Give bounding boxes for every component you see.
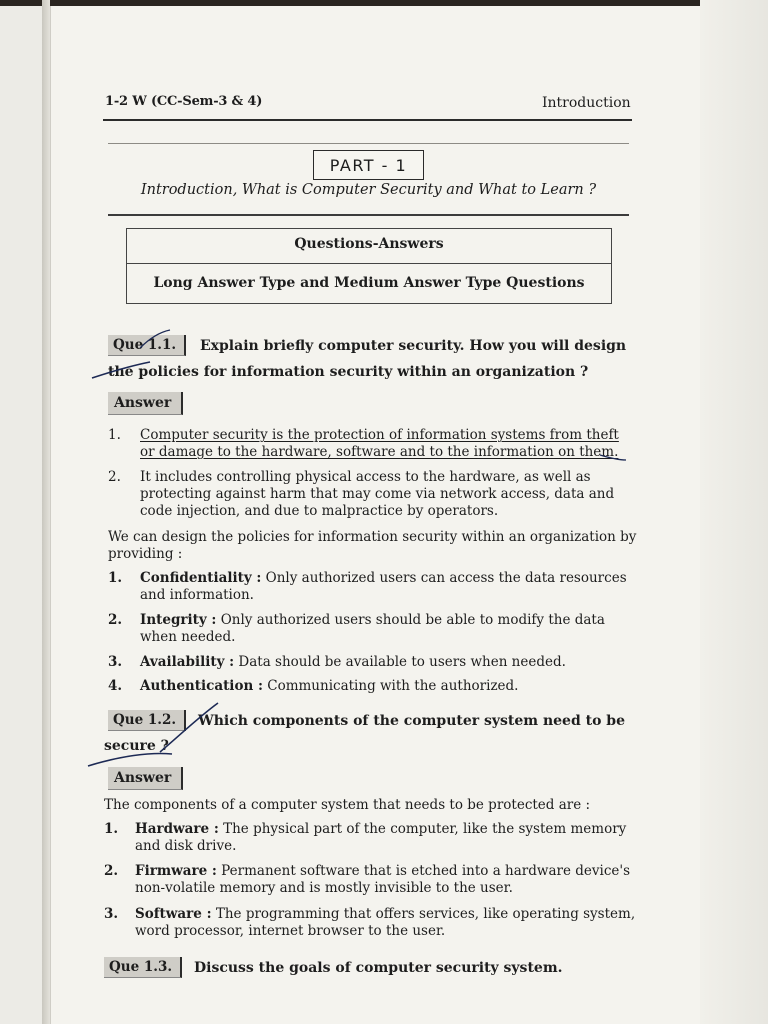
- header-rule: [103, 119, 632, 121]
- component-firmware-line-1: [135, 863, 630, 880]
- component-text: The physical part of the computer, like the system memory: [223, 821, 627, 837]
- component-text: Permanent software that is etched into a hardware device's: [221, 863, 631, 879]
- policy-confidentiality-line-1: [140, 570, 627, 587]
- component-software-line-2: word processor, internet browser to the user.: [135, 923, 446, 939]
- answer-1-1-point-2-line-1: It includes controlling physical access to the hardware, as well as: [140, 469, 591, 485]
- answer-1-1-point-number: 1.: [108, 427, 121, 443]
- qa-box-divider: [126, 263, 612, 264]
- question-tag-1-3: Que 1.3.: [104, 957, 182, 978]
- running-header-right: Introduction: [542, 95, 631, 111]
- component-term: Software :: [135, 906, 212, 922]
- question-1-2-line-2: secure ?: [104, 738, 169, 754]
- component-firmware-line-2: non-volatile memory and is mostly invisible to the user.: [135, 880, 513, 896]
- policy-number: 4.: [108, 678, 123, 694]
- policy-text: Only authorized users should be able to modify the data: [220, 612, 605, 628]
- question-tag-1-2: Que 1.2.: [108, 710, 186, 731]
- part-tag: PART - 1: [313, 150, 424, 180]
- answer-1-1-point-2-line-3: code injection, and due to malpractice by operators.: [140, 503, 499, 519]
- component-number: 3.: [104, 906, 119, 922]
- policy-term: Authentication :: [140, 678, 263, 694]
- question-1-3-line-1: Discuss the goals of computer security system.: [194, 960, 563, 976]
- policy-intro-line-2: providing :: [108, 546, 183, 562]
- component-text: The programming that offers services, like operating system,: [215, 906, 636, 922]
- policy-text: Only authorized users can access the data resources: [265, 570, 627, 586]
- qa-box-subtitle: Long Answer Type and Medium Answer Type Questions: [153, 275, 585, 291]
- answer-1-1-point-2-line-2: protecting against harm that may come via network access, data and: [140, 486, 615, 502]
- component-number: 1.: [104, 821, 119, 837]
- question-1-1-line-1: Explain briefly computer security. How you will design: [200, 338, 627, 354]
- policy-number: 2.: [108, 612, 123, 628]
- policy-number: 3.: [108, 654, 123, 670]
- policy-term: Availability :: [140, 654, 235, 670]
- policy-confidentiality-line-2: and information.: [140, 587, 254, 603]
- policy-term: Integrity :: [140, 612, 217, 628]
- question-1-2-line-1: Which components of the computer system need to be: [198, 713, 626, 729]
- question-1-1-line-2: the policies for information security within an organization ?: [108, 364, 589, 380]
- policy-text: Communicating with the authorized.: [267, 678, 519, 694]
- answer-tag-1-1: Answer: [108, 392, 183, 415]
- component-hardware-line-1: [135, 821, 626, 838]
- component-term: Hardware :: [135, 821, 219, 837]
- page-binding: [42, 0, 50, 1024]
- question-tag-1-1: Que 1.1.: [108, 335, 186, 356]
- page-edge-shadow: [700, 0, 768, 1024]
- qa-box-title: Questions-Answers: [294, 236, 444, 252]
- policy-intro-line-1: We can design the policies for information security within an organization by: [108, 529, 637, 545]
- answer-1-1-point-number: 2.: [108, 469, 121, 485]
- component-number: 2.: [104, 863, 119, 879]
- policy-integrity-line-1: [140, 612, 605, 629]
- answer-1-1-point-1-line-2: or damage to the hardware, software and to the information on them.: [140, 444, 619, 460]
- policy-integrity-line-2: when needed.: [140, 629, 236, 645]
- policy-authentication-line-1: [140, 678, 518, 695]
- answer-1-1-point-1-line-1: Computer security is the protection of information systems from theft: [140, 427, 619, 443]
- policy-text: Data should be available to users when needed.: [238, 654, 566, 670]
- policy-number: 1.: [108, 570, 123, 586]
- part-subtitle: Introduction, What is Computer Security and What to Learn ?: [140, 182, 597, 198]
- policy-term: Confidentiality :: [140, 570, 262, 586]
- component-term: Firmware :: [135, 863, 217, 879]
- answer-tag-1-2: Answer: [108, 767, 183, 790]
- components-intro: The components of a computer system that needs to be protected are :: [104, 797, 591, 813]
- component-hardware-line-2: and disk drive.: [135, 838, 237, 854]
- running-header-left: 1-2 W (CC-Sem-3 & 4): [105, 94, 263, 109]
- policy-availability-line-1: [140, 654, 566, 671]
- component-software-line-1: [135, 906, 635, 923]
